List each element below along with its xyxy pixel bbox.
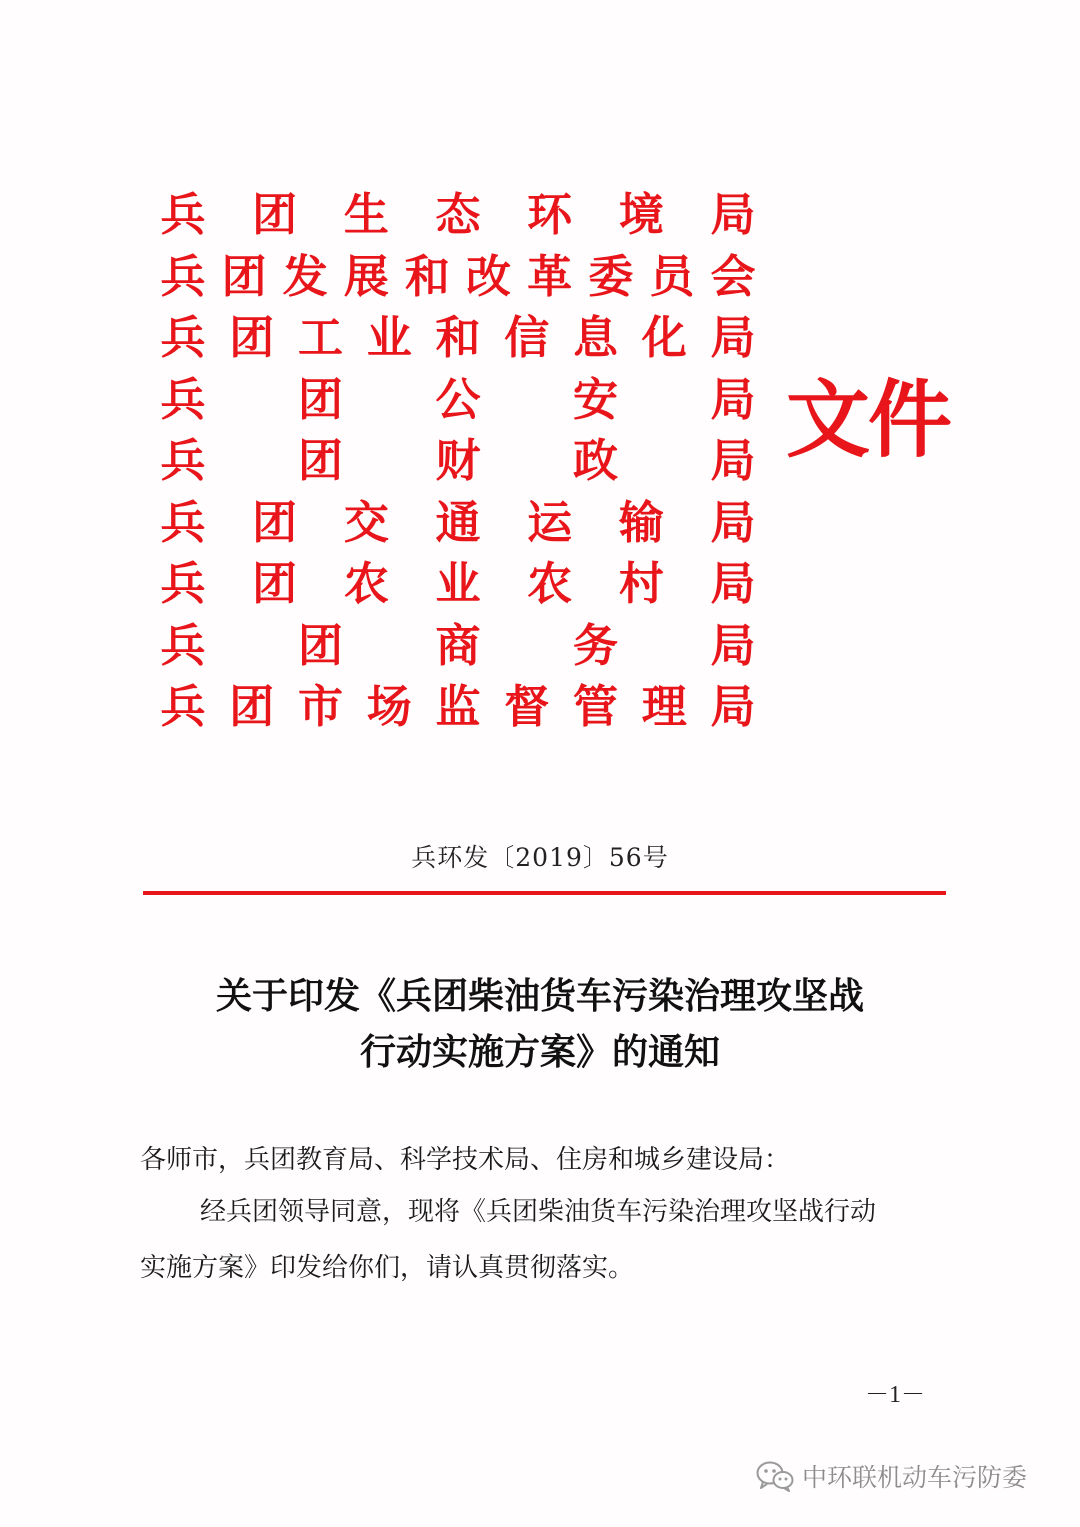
issuer-char: 局: [710, 372, 756, 426]
issuer-char: 农: [343, 557, 389, 610]
issuer-char: 兵: [160, 434, 206, 487]
issuing-authorities: [158, 186, 758, 740]
body-paragraph-line-2: 实施方案》印发给你们，请认真贯彻落实。: [140, 1253, 635, 1283]
issuer-char: 市: [297, 680, 343, 733]
issuer-char: 化: [641, 311, 687, 364]
issuer-char: 局: [710, 434, 756, 487]
issuer-row: [158, 371, 758, 433]
issuer-char: 团: [252, 188, 298, 241]
issuer-char: 理: [641, 680, 687, 733]
issuer-char: 态: [435, 188, 481, 241]
issuer-char: 境: [618, 188, 664, 241]
title-line-1: 关于印发《兵团柴油货车污染治理攻坚战: [215, 975, 864, 1017]
issuer-char: 工: [297, 311, 343, 364]
issuer-char: 革: [527, 249, 573, 303]
issuer-char: 督: [504, 680, 550, 733]
issuer-char: 村: [618, 557, 664, 610]
issuer-char: 团: [221, 249, 267, 303]
issuer-char: 兵: [160, 557, 206, 610]
issuer-row: [158, 248, 758, 310]
issuer-char: 局: [710, 311, 756, 364]
issuer-row: [158, 494, 758, 556]
issuer-char: 政: [572, 434, 618, 487]
issuer-char: 务: [572, 618, 618, 672]
wechat-icon: [756, 1460, 794, 1492]
title-line-2: 行动实施方案》的通知: [359, 1031, 720, 1073]
issuer-char: 委: [588, 249, 634, 303]
issuer-char: 公: [435, 372, 481, 426]
issuer-char: 交: [343, 495, 389, 549]
issuer-char: 农: [527, 557, 573, 610]
issuer-char: 生: [343, 188, 389, 241]
document-number: 兵环发〔2019〕56号: [411, 843, 669, 872]
issuer-char: 运: [527, 495, 573, 549]
issuer-char: 兵: [160, 372, 206, 426]
issuer-char: 局: [710, 680, 756, 733]
red-separator-line: [143, 891, 946, 895]
issuer-char: 兵: [160, 311, 206, 364]
issuer-char: 和: [435, 311, 481, 364]
issuer-char: 商: [435, 618, 481, 672]
issuer-char: 信: [504, 311, 550, 364]
issuer-char: 和: [404, 249, 450, 303]
issuer-char: 团: [229, 680, 275, 733]
issuer-char: 息: [572, 311, 618, 364]
issuer-char: 局: [710, 618, 756, 672]
issuer-char: 改: [466, 249, 512, 303]
body-paragraph-line-1: 经兵团领导同意，现将《兵团柴油货车污染治理攻坚战行动: [200, 1197, 877, 1227]
issuer-char: 通: [435, 495, 481, 549]
issuer-row: [158, 617, 758, 679]
issuer-char: 展: [343, 249, 389, 303]
issuer-char: 兵: [160, 618, 206, 672]
issuer-char: 局: [710, 495, 756, 549]
issuer-char: 业: [435, 557, 481, 610]
issuer-char: 发: [282, 249, 328, 303]
issuer-char: 兵: [160, 249, 206, 303]
issuer-row: [158, 309, 758, 371]
watermark-text: 中环联机动车污防委: [802, 1463, 1028, 1492]
issuer-char: 团: [229, 311, 275, 364]
issuer-char: 财: [435, 434, 481, 487]
issuer-char: 管: [572, 680, 618, 733]
issuer-char: 局: [710, 557, 756, 610]
issuer-char: 团: [297, 372, 343, 426]
issuer-char: 业: [366, 311, 412, 364]
issuer-char: 监: [435, 680, 481, 733]
issuer-char: 团: [297, 434, 343, 487]
watermark: [756, 1456, 1027, 1496]
issuer-char: 场: [366, 680, 412, 733]
issuer-char: 团: [252, 557, 298, 610]
issuer-char: 兵: [160, 680, 206, 733]
issuer-char: 会: [710, 249, 756, 303]
issuer-row: [158, 432, 758, 494]
salutation: 各师市，兵团教育局、科学技术局、住房和城乡建设局：: [140, 1145, 791, 1175]
page-number: －1－: [865, 1382, 925, 1408]
issuer-char: 环: [527, 188, 573, 241]
document-title: [0, 968, 1080, 1080]
issuer-char: 输: [618, 495, 664, 549]
issuer-char: 安: [572, 372, 618, 426]
issuer-char: 团: [252, 495, 298, 549]
issuer-char: 兵: [160, 188, 206, 241]
issuer-row: [158, 186, 758, 248]
issuer-char: 局: [710, 188, 756, 241]
issuer-row: [158, 678, 758, 740]
issuer-char: 团: [297, 618, 343, 672]
issuer-char: 员: [649, 249, 695, 303]
issuer-char: 兵: [160, 495, 206, 549]
document-type-label: 文件: [786, 371, 951, 469]
issuer-row: [158, 555, 758, 617]
